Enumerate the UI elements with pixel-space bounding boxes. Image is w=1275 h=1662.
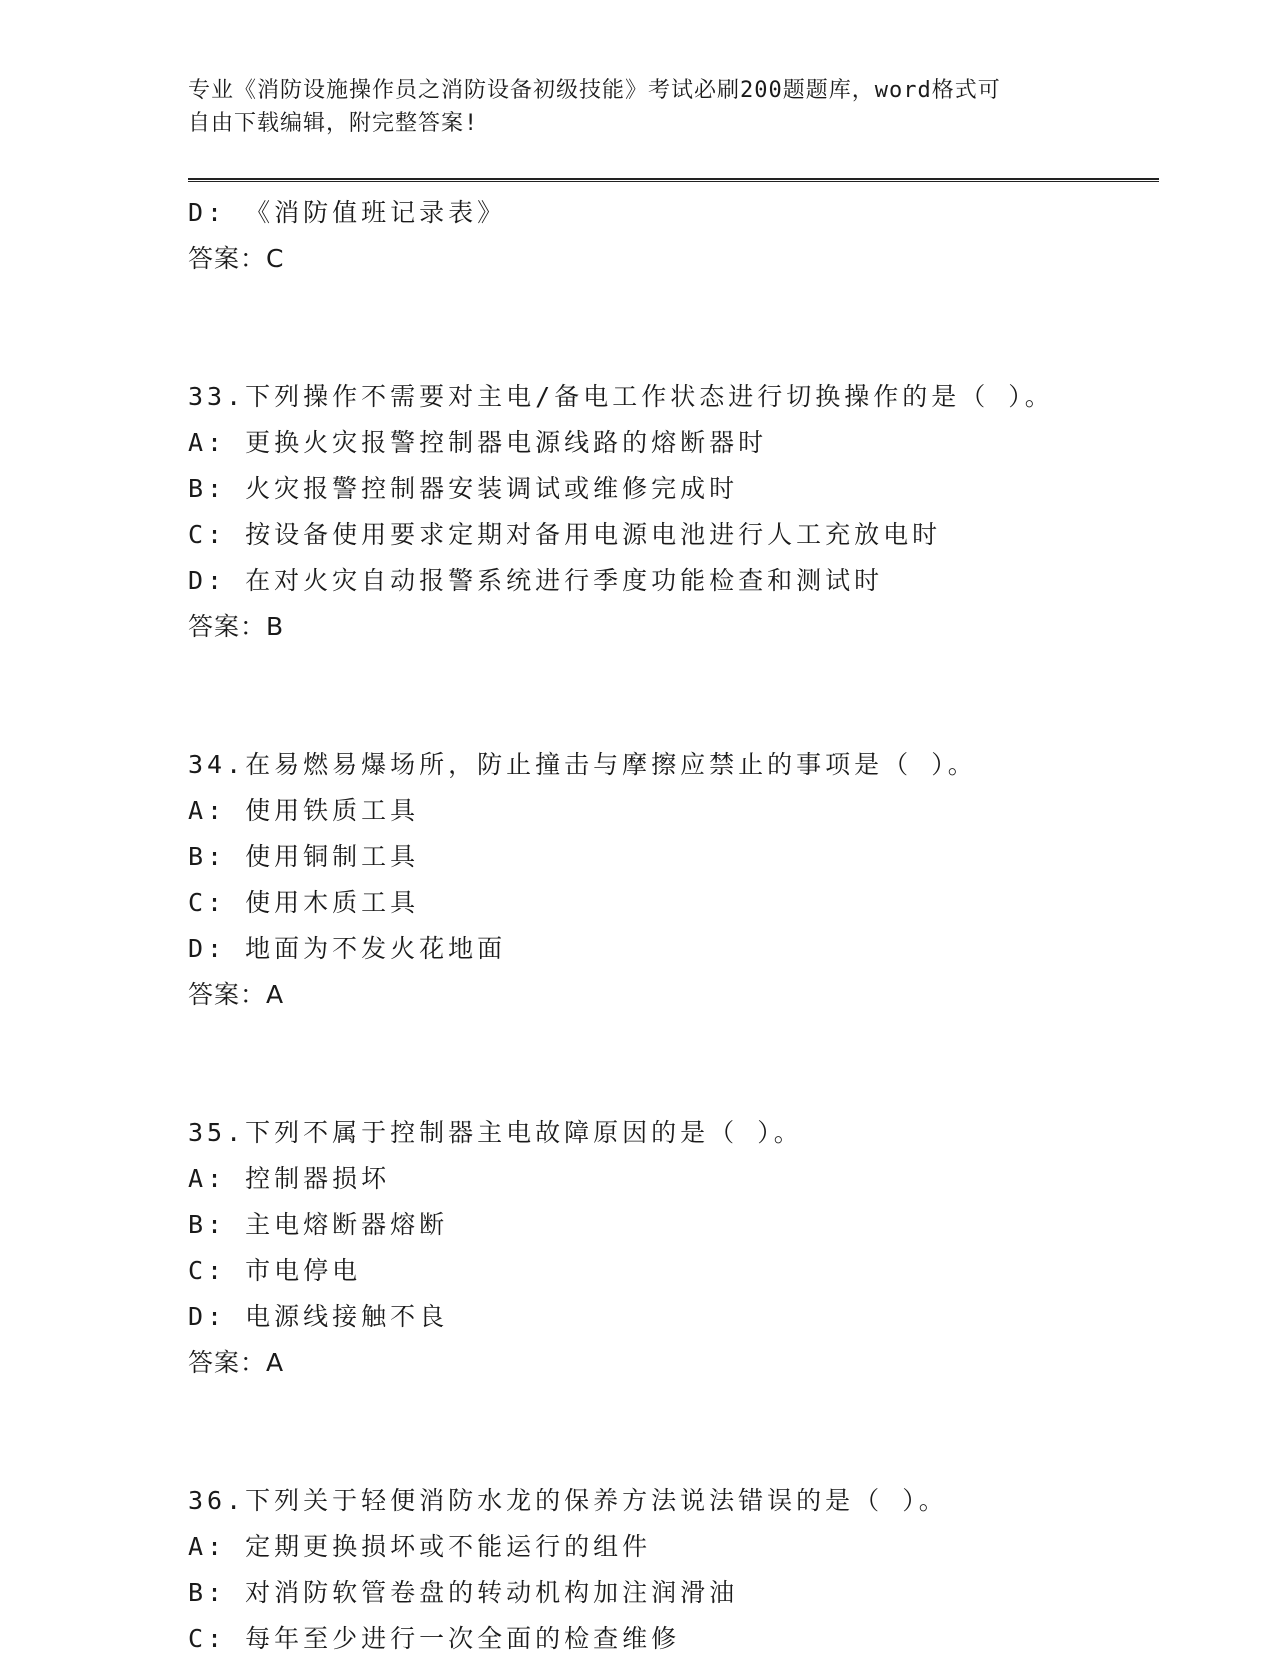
section-gap <box>188 1386 1168 1478</box>
option-c: C: 市电停电 <box>188 1256 362 1285</box>
option-b: B: 对消防软管卷盘的转动机构加注润滑油 <box>188 1578 739 1607</box>
answer-line: 答案：B <box>188 612 285 641</box>
answer-line: 答案：A <box>188 1348 285 1377</box>
option-a: A: 使用铁质工具 <box>188 796 420 825</box>
option-c: C: 每年至少进行一次全面的检查维修 <box>188 1624 681 1653</box>
question-33: 33.下列操作不需要对主电/备电工作状态进行切换操作的是（ ）。 <box>188 382 1054 411</box>
option-d: D: 电源线接触不良 <box>188 1302 449 1331</box>
option-b: B: 火灾报警控制器安装调试或维修完成时 <box>188 474 739 503</box>
option-a: A: 更换火灾报警控制器电源线路的熔断器时 <box>188 428 768 457</box>
header-line-2: 自由下载编辑，附完整答案! <box>188 111 479 136</box>
answer-line: 答案：C <box>188 244 285 273</box>
question-35: 35.下列不属于控制器主电故障原因的是（ ）。 <box>188 1118 803 1147</box>
section-gap <box>188 282 1168 374</box>
option-c: C: 使用木质工具 <box>188 888 420 917</box>
document-header <box>188 74 1088 140</box>
header-divider <box>188 178 1159 182</box>
option-b: B: 使用铜制工具 <box>188 842 420 871</box>
section-gap <box>188 1018 1168 1110</box>
section-gap <box>188 650 1168 742</box>
question-34: 34.在易燃易爆场所，防止撞击与摩擦应禁止的事项是（ ）。 <box>188 750 977 779</box>
option-d: D: 在对火灾自动报警系统进行季度功能检查和测试时 <box>188 566 884 595</box>
option-b: B: 主电熔断器熔断 <box>188 1210 449 1239</box>
question-36: 36.下列关于轻便消防水龙的保养方法说法错误的是（ ）。 <box>188 1486 948 1515</box>
option-a: A: 控制器损坏 <box>188 1164 391 1193</box>
answer-line: 答案：A <box>188 980 285 1009</box>
option-d: D: 地面为不发火花地面 <box>188 934 507 963</box>
option-a: A: 定期更换损坏或不能运行的组件 <box>188 1532 652 1561</box>
header-line-1: 专业《消防设施操作员之消防设备初级技能》考试必刷200题题库，word格式可 <box>188 78 1001 103</box>
option-c: C: 按设备使用要求定期对备用电源电池进行人工充放电时 <box>188 520 942 549</box>
option-d: D: 《消防值班记录表》 <box>188 198 507 227</box>
document-body <box>188 190 1168 1662</box>
